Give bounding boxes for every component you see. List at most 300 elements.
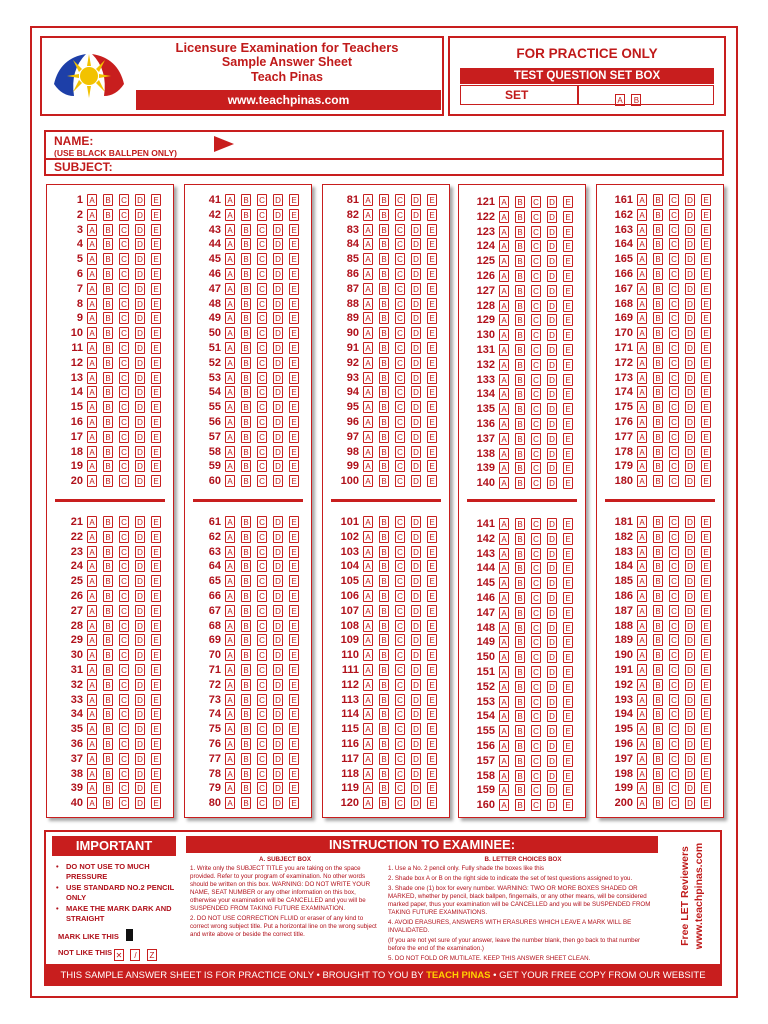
answer-bubble-b[interactable]: B — [653, 475, 663, 487]
answer-bubble-d[interactable]: D — [547, 725, 557, 737]
answer-bubble-c[interactable]: C — [669, 634, 679, 646]
answer-bubble-a[interactable]: A — [225, 431, 235, 443]
answer-bubble-c[interactable]: C — [257, 372, 267, 384]
answer-bubble-a[interactable]: A — [225, 327, 235, 339]
answer-bubble-d[interactable]: D — [547, 196, 557, 208]
answer-bubble-c[interactable]: C — [669, 620, 679, 632]
answer-bubble-c[interactable]: C — [395, 298, 405, 310]
answer-bubble-d[interactable]: D — [411, 694, 421, 706]
answer-bubble-c[interactable]: C — [669, 298, 679, 310]
answer-bubble-a[interactable]: A — [87, 620, 97, 632]
answer-bubble-a[interactable]: A — [87, 475, 97, 487]
answer-bubble-c[interactable]: C — [119, 342, 129, 354]
answer-bubble-b[interactable]: B — [653, 782, 663, 794]
answer-bubble-a[interactable]: A — [363, 560, 373, 572]
answer-bubble-a[interactable]: A — [87, 194, 97, 206]
answer-bubble-e[interactable]: E — [151, 738, 161, 750]
answer-bubble-b[interactable]: B — [379, 649, 389, 661]
answer-bubble-a[interactable]: A — [87, 431, 97, 443]
answer-bubble-d[interactable]: D — [411, 431, 421, 443]
answer-bubble-c[interactable]: C — [257, 620, 267, 632]
answer-bubble-c[interactable]: C — [119, 357, 129, 369]
side-line-2[interactable]: www.teachpinas.com — [693, 842, 705, 950]
answer-bubble-e[interactable]: E — [427, 590, 437, 602]
answer-bubble-d[interactable]: D — [547, 403, 557, 415]
answer-bubble-e[interactable]: E — [701, 298, 711, 310]
answer-bubble-e[interactable]: E — [289, 605, 299, 617]
answer-bubble-c[interactable]: C — [395, 694, 405, 706]
answer-bubble-a[interactable]: A — [363, 357, 373, 369]
answer-bubble-d[interactable]: D — [547, 607, 557, 619]
answer-bubble-d[interactable]: D — [685, 357, 695, 369]
answer-bubble-d[interactable]: D — [273, 416, 283, 428]
answer-bubble-e[interactable]: E — [563, 607, 573, 619]
answer-bubble-a[interactable]: A — [225, 546, 235, 558]
answer-bubble-c[interactable]: C — [257, 768, 267, 780]
answer-bubble-d[interactable]: D — [547, 799, 557, 811]
answer-bubble-d[interactable]: D — [135, 605, 145, 617]
answer-bubble-c[interactable]: C — [119, 679, 129, 691]
answer-bubble-d[interactable]: D — [411, 708, 421, 720]
answer-bubble-a[interactable]: A — [363, 298, 373, 310]
answer-bubble-a[interactable]: A — [637, 590, 647, 602]
answer-bubble-d[interactable]: D — [685, 209, 695, 221]
answer-bubble-e[interactable]: E — [563, 403, 573, 415]
answer-bubble-e[interactable]: E — [701, 342, 711, 354]
answer-bubble-a[interactable]: A — [363, 694, 373, 706]
answer-bubble-e[interactable]: E — [563, 770, 573, 782]
answer-bubble-d[interactable]: D — [411, 723, 421, 735]
answer-bubble-d[interactable]: D — [273, 753, 283, 765]
answer-bubble-b[interactable]: B — [241, 723, 251, 735]
answer-bubble-c[interactable]: C — [119, 738, 129, 750]
answer-bubble-e[interactable]: E — [289, 283, 299, 295]
answer-bubble-a[interactable]: A — [499, 344, 509, 356]
answer-bubble-a[interactable]: A — [637, 694, 647, 706]
answer-bubble-d[interactable]: D — [547, 784, 557, 796]
answer-bubble-d[interactable]: D — [547, 270, 557, 282]
answer-bubble-b[interactable]: B — [103, 797, 113, 809]
answer-bubble-a[interactable]: A — [363, 238, 373, 250]
answer-bubble-d[interactable]: D — [273, 238, 283, 250]
answer-bubble-a[interactable]: A — [637, 238, 647, 250]
answer-bubble-c[interactable]: C — [257, 679, 267, 691]
answer-bubble-d[interactable]: D — [685, 708, 695, 720]
answer-bubble-a[interactable]: A — [363, 431, 373, 443]
answer-bubble-a[interactable]: A — [637, 605, 647, 617]
answer-bubble-d[interactable]: D — [273, 649, 283, 661]
answer-bubble-e[interactable]: E — [563, 784, 573, 796]
answer-bubble-b[interactable]: B — [653, 664, 663, 676]
answer-bubble-e[interactable]: E — [151, 431, 161, 443]
answer-bubble-e[interactable]: E — [289, 194, 299, 206]
answer-bubble-a[interactable]: A — [499, 403, 509, 415]
answer-bubble-c[interactable]: C — [669, 708, 679, 720]
answer-bubble-a[interactable]: A — [225, 416, 235, 428]
answer-bubble-d[interactable]: D — [273, 708, 283, 720]
answer-bubble-b[interactable]: B — [103, 575, 113, 587]
answer-bubble-a[interactable]: A — [637, 446, 647, 458]
answer-bubble-a[interactable]: A — [87, 753, 97, 765]
answer-bubble-c[interactable]: C — [531, 448, 541, 460]
answer-bubble-d[interactable]: D — [685, 753, 695, 765]
answer-bubble-d[interactable]: D — [135, 253, 145, 265]
answer-bubble-a[interactable]: A — [87, 797, 97, 809]
answer-bubble-a[interactable]: A — [637, 475, 647, 487]
answer-bubble-c[interactable]: C — [257, 327, 267, 339]
answer-bubble-c[interactable]: C — [669, 253, 679, 265]
answer-bubble-e[interactable]: E — [701, 446, 711, 458]
answer-bubble-a[interactable]: A — [225, 401, 235, 413]
answer-bubble-b[interactable]: B — [241, 620, 251, 632]
answer-bubble-d[interactable]: D — [411, 312, 421, 324]
answer-bubble-b[interactable]: B — [653, 283, 663, 295]
answer-bubble-d[interactable]: D — [135, 475, 145, 487]
answer-bubble-c[interactable]: C — [531, 403, 541, 415]
answer-bubble-b[interactable]: B — [653, 679, 663, 691]
answer-bubble-e[interactable]: E — [563, 270, 573, 282]
answer-bubble-d[interactable]: D — [273, 516, 283, 528]
answer-bubble-e[interactable]: E — [427, 546, 437, 558]
answer-bubble-d[interactable]: D — [547, 651, 557, 663]
answer-bubble-b[interactable]: B — [653, 357, 663, 369]
answer-bubble-e[interactable]: E — [427, 634, 437, 646]
answer-bubble-c[interactable]: C — [257, 723, 267, 735]
answer-bubble-e[interactable]: E — [701, 209, 711, 221]
answer-bubble-d[interactable]: D — [411, 797, 421, 809]
answer-bubble-e[interactable]: E — [289, 312, 299, 324]
answer-bubble-d[interactable]: D — [547, 740, 557, 752]
answer-bubble-e[interactable]: E — [427, 386, 437, 398]
answer-bubble-e[interactable]: E — [151, 708, 161, 720]
answer-bubble-b[interactable]: B — [515, 696, 525, 708]
answer-bubble-e[interactable]: E — [701, 708, 711, 720]
answer-bubble-e[interactable]: E — [289, 209, 299, 221]
answer-bubble-a[interactable]: A — [637, 298, 647, 310]
answer-bubble-d[interactable]: D — [273, 590, 283, 602]
answer-bubble-a[interactable]: A — [363, 546, 373, 558]
answer-bubble-d[interactable]: D — [685, 590, 695, 602]
answer-bubble-b[interactable]: B — [515, 285, 525, 297]
answer-bubble-e[interactable]: E — [701, 283, 711, 295]
answer-bubble-c[interactable]: C — [395, 649, 405, 661]
answer-bubble-b[interactable]: B — [653, 194, 663, 206]
answer-bubble-b[interactable]: B — [103, 723, 113, 735]
answer-bubble-a[interactable]: A — [499, 755, 509, 767]
answer-bubble-c[interactable]: C — [395, 679, 405, 691]
answer-bubble-e[interactable]: E — [701, 372, 711, 384]
answer-bubble-a[interactable]: A — [225, 738, 235, 750]
answer-bubble-b[interactable]: B — [103, 253, 113, 265]
answer-bubble-e[interactable]: E — [563, 740, 573, 752]
answer-bubble-a[interactable]: A — [87, 446, 97, 458]
answer-bubble-a[interactable]: A — [637, 224, 647, 236]
answer-bubble-d[interactable]: D — [135, 224, 145, 236]
answer-bubble-d[interactable]: D — [135, 560, 145, 572]
answer-bubble-b[interactable]: B — [241, 546, 251, 558]
answer-bubble-c[interactable]: C — [119, 664, 129, 676]
answer-bubble-a[interactable]: A — [637, 708, 647, 720]
answer-bubble-d[interactable]: D — [547, 329, 557, 341]
answer-bubble-e[interactable]: E — [427, 372, 437, 384]
answer-bubble-d[interactable]: D — [411, 738, 421, 750]
answer-bubble-d[interactable]: D — [273, 475, 283, 487]
answer-bubble-d[interactable]: D — [547, 211, 557, 223]
answer-bubble-b[interactable]: B — [515, 196, 525, 208]
answer-bubble-e[interactable]: E — [427, 475, 437, 487]
answer-bubble-d[interactable]: D — [273, 431, 283, 443]
answer-bubble-a[interactable]: A — [87, 238, 97, 250]
answer-bubble-d[interactable]: D — [135, 194, 145, 206]
answer-bubble-b[interactable]: B — [379, 224, 389, 236]
answer-bubble-b[interactable]: B — [515, 226, 525, 238]
answer-bubble-a[interactable]: A — [637, 753, 647, 765]
answer-bubble-e[interactable]: E — [151, 679, 161, 691]
answer-bubble-b[interactable]: B — [515, 344, 525, 356]
answer-bubble-c[interactable]: C — [395, 560, 405, 572]
answer-bubble-d[interactable]: D — [685, 620, 695, 632]
answer-bubble-c[interactable]: C — [257, 531, 267, 543]
answer-bubble-c[interactable]: C — [669, 575, 679, 587]
answer-bubble-e[interactable]: E — [289, 386, 299, 398]
answer-bubble-c[interactable]: C — [257, 460, 267, 472]
answer-bubble-d[interactable]: D — [273, 194, 283, 206]
answer-bubble-b[interactable]: B — [653, 768, 663, 780]
answer-bubble-c[interactable]: C — [531, 388, 541, 400]
answer-bubble-d[interactable]: D — [411, 268, 421, 280]
answer-bubble-a[interactable]: A — [87, 209, 97, 221]
answer-bubble-b[interactable]: B — [515, 374, 525, 386]
answer-bubble-e[interactable]: E — [151, 605, 161, 617]
answer-bubble-b[interactable]: B — [241, 224, 251, 236]
answer-bubble-c[interactable]: C — [257, 416, 267, 428]
answer-bubble-d[interactable]: D — [411, 575, 421, 587]
answer-bubble-b[interactable]: B — [241, 768, 251, 780]
answer-bubble-b[interactable]: B — [103, 298, 113, 310]
answer-bubble-c[interactable]: C — [669, 416, 679, 428]
answer-bubble-b[interactable]: B — [103, 460, 113, 472]
answer-bubble-d[interactable]: D — [273, 401, 283, 413]
answer-bubble-e[interactable]: E — [151, 620, 161, 632]
answer-bubble-a[interactable]: A — [499, 799, 509, 811]
answer-bubble-e[interactable]: E — [701, 516, 711, 528]
answer-bubble-a[interactable]: A — [637, 431, 647, 443]
answer-bubble-c[interactable]: C — [119, 634, 129, 646]
answer-bubble-d[interactable]: D — [685, 560, 695, 572]
answer-bubble-e[interactable]: E — [701, 268, 711, 280]
answer-bubble-b[interactable]: B — [379, 431, 389, 443]
answer-bubble-e[interactable]: E — [427, 708, 437, 720]
answer-bubble-b[interactable]: B — [241, 446, 251, 458]
answer-bubble-b[interactable]: B — [241, 460, 251, 472]
answer-bubble-c[interactable]: C — [669, 590, 679, 602]
answer-bubble-e[interactable]: E — [563, 636, 573, 648]
answer-bubble-a[interactable]: A — [499, 285, 509, 297]
answer-bubble-d[interactable]: D — [135, 431, 145, 443]
answer-bubble-e[interactable]: E — [427, 431, 437, 443]
answer-bubble-c[interactable]: C — [531, 518, 541, 530]
answer-bubble-d[interactable]: D — [273, 327, 283, 339]
answer-bubble-b[interactable]: B — [103, 372, 113, 384]
answer-bubble-c[interactable]: C — [531, 329, 541, 341]
answer-bubble-a[interactable]: A — [225, 560, 235, 572]
answer-bubble-d[interactable]: D — [273, 298, 283, 310]
answer-bubble-a[interactable]: A — [87, 312, 97, 324]
answer-bubble-d[interactable]: D — [273, 723, 283, 735]
answer-bubble-b[interactable]: B — [103, 590, 113, 602]
answer-bubble-c[interactable]: C — [119, 694, 129, 706]
answer-bubble-c[interactable]: C — [531, 740, 541, 752]
answer-bubble-e[interactable]: E — [151, 723, 161, 735]
answer-bubble-d[interactable]: D — [273, 797, 283, 809]
answer-bubble-b[interactable]: B — [515, 592, 525, 604]
answer-bubble-c[interactable]: C — [669, 753, 679, 765]
name-field[interactable] — [44, 130, 724, 160]
answer-bubble-e[interactable]: E — [427, 782, 437, 794]
answer-bubble-b[interactable]: B — [103, 531, 113, 543]
answer-bubble-b[interactable]: B — [103, 268, 113, 280]
answer-bubble-d[interactable]: D — [135, 649, 145, 661]
answer-bubble-c[interactable]: C — [395, 372, 405, 384]
answer-bubble-c[interactable]: C — [119, 531, 129, 543]
answer-bubble-c[interactable]: C — [119, 516, 129, 528]
answer-bubble-d[interactable]: D — [135, 372, 145, 384]
answer-bubble-a[interactable]: A — [87, 605, 97, 617]
answer-bubble-b[interactable]: B — [515, 403, 525, 415]
answer-bubble-d[interactable]: D — [135, 546, 145, 558]
answer-bubble-c[interactable]: C — [531, 359, 541, 371]
answer-bubble-c[interactable]: C — [669, 342, 679, 354]
answer-bubble-a[interactable]: A — [637, 782, 647, 794]
answer-bubble-c[interactable]: C — [119, 620, 129, 632]
answer-bubble-d[interactable]: D — [135, 283, 145, 295]
answer-bubble-d[interactable]: D — [547, 770, 557, 782]
answer-bubble-b[interactable]: B — [379, 531, 389, 543]
answer-bubble-a[interactable]: A — [363, 753, 373, 765]
answer-bubble-b[interactable]: B — [653, 560, 663, 572]
answer-bubble-b[interactable]: B — [515, 710, 525, 722]
answer-bubble-e[interactable]: E — [701, 575, 711, 587]
answer-bubble-e[interactable]: E — [427, 327, 437, 339]
answer-bubble-b[interactable]: B — [379, 460, 389, 472]
answer-bubble-d[interactable]: D — [273, 664, 283, 676]
answer-bubble-e[interactable]: E — [563, 562, 573, 574]
answer-bubble-b[interactable]: B — [379, 327, 389, 339]
answer-bubble-c[interactable]: C — [395, 575, 405, 587]
answer-bubble-a[interactable]: A — [637, 531, 647, 543]
answer-bubble-d[interactable]: D — [273, 560, 283, 572]
answer-bubble-c[interactable]: C — [395, 768, 405, 780]
answer-bubble-d[interactable]: D — [411, 386, 421, 398]
answer-bubble-b[interactable]: B — [515, 577, 525, 589]
answer-bubble-d[interactable]: D — [135, 401, 145, 413]
answer-bubble-b[interactable]: B — [653, 694, 663, 706]
answer-bubble-e[interactable]: E — [151, 194, 161, 206]
answer-bubble-b[interactable]: B — [379, 416, 389, 428]
answer-bubble-b[interactable]: B — [241, 431, 251, 443]
answer-bubble-e[interactable]: E — [151, 224, 161, 236]
answer-bubble-b[interactable]: B — [379, 753, 389, 765]
answer-bubble-c[interactable]: C — [395, 753, 405, 765]
answer-bubble-e[interactable]: E — [289, 620, 299, 632]
answer-bubble-d[interactable]: D — [273, 694, 283, 706]
answer-bubble-c[interactable]: C — [257, 590, 267, 602]
answer-bubble-a[interactable]: A — [225, 283, 235, 295]
answer-bubble-b[interactable]: B — [103, 694, 113, 706]
answer-bubble-b[interactable]: B — [515, 533, 525, 545]
answer-bubble-a[interactable]: A — [225, 753, 235, 765]
answer-bubble-e[interactable]: E — [289, 475, 299, 487]
answer-bubble-b[interactable]: B — [515, 666, 525, 678]
answer-bubble-d[interactable]: D — [273, 253, 283, 265]
answer-bubble-b[interactable]: B — [241, 516, 251, 528]
answer-bubble-b[interactable]: B — [515, 418, 525, 430]
answer-bubble-a[interactable]: A — [499, 240, 509, 252]
answer-bubble-e[interactable]: E — [563, 285, 573, 297]
answer-bubble-d[interactable]: D — [411, 634, 421, 646]
answer-bubble-a[interactable]: A — [87, 649, 97, 661]
answer-bubble-b[interactable]: B — [653, 590, 663, 602]
answer-bubble-a[interactable]: A — [87, 531, 97, 543]
answer-bubble-e[interactable]: E — [289, 253, 299, 265]
answer-bubble-e[interactable]: E — [289, 738, 299, 750]
answer-bubble-c[interactable]: C — [395, 342, 405, 354]
answer-bubble-d[interactable]: D — [685, 531, 695, 543]
answer-bubble-a[interactable]: A — [87, 546, 97, 558]
answer-bubble-d[interactable]: D — [685, 634, 695, 646]
answer-bubble-b[interactable]: B — [515, 240, 525, 252]
answer-bubble-c[interactable]: C — [119, 431, 129, 443]
answer-bubble-b[interactable]: B — [103, 194, 113, 206]
answer-bubble-c[interactable]: C — [395, 253, 405, 265]
answer-bubble-b[interactable]: B — [103, 516, 113, 528]
answer-bubble-b[interactable]: B — [653, 238, 663, 250]
answer-bubble-b[interactable]: B — [103, 401, 113, 413]
answer-bubble-a[interactable]: A — [225, 782, 235, 794]
answer-bubble-e[interactable]: E — [427, 209, 437, 221]
answer-bubble-b[interactable]: B — [653, 797, 663, 809]
answer-bubble-c[interactable]: C — [531, 666, 541, 678]
answer-bubble-b[interactable]: B — [515, 651, 525, 663]
answer-bubble-a[interactable]: A — [87, 268, 97, 280]
answer-bubble-b[interactable]: B — [103, 634, 113, 646]
answer-bubble-c[interactable]: C — [257, 209, 267, 221]
answer-bubble-a[interactable]: A — [363, 649, 373, 661]
answer-bubble-b[interactable]: B — [653, 372, 663, 384]
answer-bubble-c[interactable]: C — [257, 516, 267, 528]
answer-bubble-b[interactable]: B — [515, 477, 525, 489]
answer-bubble-b[interactable]: B — [379, 768, 389, 780]
answer-bubble-d[interactable]: D — [685, 298, 695, 310]
answer-bubble-e[interactable]: E — [427, 620, 437, 632]
answer-bubble-c[interactable]: C — [669, 531, 679, 543]
answer-bubble-b[interactable]: B — [653, 342, 663, 354]
answer-bubble-d[interactable]: D — [135, 342, 145, 354]
answer-bubble-e[interactable]: E — [701, 312, 711, 324]
answer-bubble-c[interactable]: C — [257, 560, 267, 572]
answer-bubble-b[interactable]: B — [379, 782, 389, 794]
answer-bubble-c[interactable]: C — [531, 548, 541, 560]
answer-bubble-c[interactable]: C — [531, 681, 541, 693]
answer-bubble-c[interactable]: C — [531, 211, 541, 223]
answer-bubble-e[interactable]: E — [289, 460, 299, 472]
answer-bubble-b[interactable]: B — [653, 649, 663, 661]
answer-bubble-a[interactable]: A — [499, 548, 509, 560]
answer-bubble-c[interactable]: C — [257, 194, 267, 206]
answer-bubble-e[interactable]: E — [151, 694, 161, 706]
answer-bubble-b[interactable]: B — [241, 372, 251, 384]
answer-bubble-b[interactable]: B — [379, 679, 389, 691]
